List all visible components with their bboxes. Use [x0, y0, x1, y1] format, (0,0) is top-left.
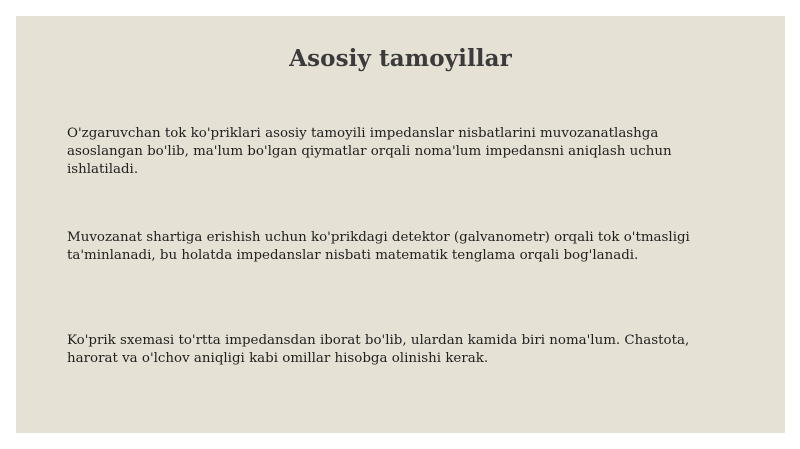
slide-title: Asosiy tamoyillar [289, 45, 512, 72]
paragraph-principle: O'zgaruvchan tok ko'priklari asosiy tamoyili impedanslar nisbatlarini muvozanatlashga asoslangan bo'lib, ma'lum bo'lgan qiymatlar orqali noma'lum impedansni aniqlash uchun ishlatiladi. [67, 126, 672, 177]
paragraph-bridge-scheme: Ko'prik sxemasi to'rtta impedansdan iborat bo'lib, ulardan kamida biri noma'lum. Chastota, harorat va o'lchov aniqligi kabi omillar hisobga olinishi kerak. [67, 333, 690, 366]
slide [16, 16, 785, 433]
paragraph-balance-condition: Muvozanat shartiga erishish uchun ko'prikdagi detektor (galvanometr) orqali tok o'tmasligi ta'minlanadi, bu holatda impedanslar nisbati matematik tenglama orqali bog'lanadi. [67, 230, 690, 263]
